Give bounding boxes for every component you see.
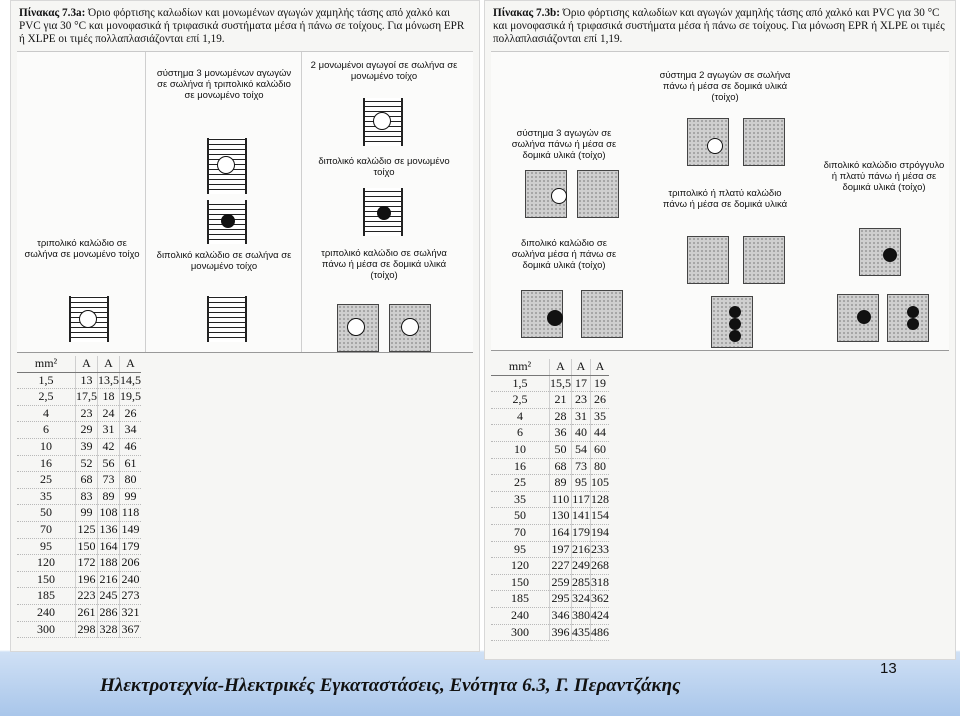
- cross-section-cell: 6: [491, 425, 550, 442]
- current-cell: 196: [76, 571, 98, 588]
- cross-section-cell: 95: [491, 541, 550, 558]
- installation-diagrams: [17, 51, 473, 353]
- current-cell: 99: [120, 488, 142, 505]
- cross-section-cell: 16: [491, 458, 550, 475]
- table-row: [491, 441, 609, 458]
- current-cell: 285: [572, 574, 591, 591]
- current-cell: 108: [98, 505, 120, 522]
- cross-section-cell: 2,5: [491, 392, 550, 409]
- current-cell: 216: [98, 571, 120, 588]
- method-c3-label: τριπολικό καλώδιο σε σωλήνα πάνω ή μέσα σε δομικά υλικά (τοίχο): [321, 248, 447, 281]
- current-cell: 130: [550, 508, 572, 525]
- current-cell: 60: [591, 441, 610, 458]
- current-cell: 367: [120, 621, 142, 638]
- current-cell: 273: [120, 588, 142, 605]
- table-row: [17, 604, 141, 621]
- current-cell: 362: [591, 591, 610, 608]
- current-cell: 52: [76, 455, 98, 472]
- current-cell: 89: [550, 475, 572, 492]
- conduit-icon: [551, 188, 567, 204]
- current-cell: 35: [591, 408, 610, 425]
- table-row: [491, 624, 609, 641]
- table-caption: [19, 7, 471, 46]
- current-cell: 19,5: [120, 389, 142, 406]
- table-row: [17, 505, 141, 522]
- current-cell: 29: [76, 422, 98, 439]
- current-cell: 23: [572, 392, 591, 409]
- cross-section-cell: 120: [17, 555, 76, 572]
- method-b2-label: τριπολικό ή πλατύ καλώδιο πάνω ή μέσα σε δομικά υλικά: [662, 188, 788, 210]
- table-row: [17, 422, 141, 439]
- current-cell: 80: [591, 458, 610, 475]
- table-row: [491, 458, 609, 475]
- current-cell: 50: [550, 441, 572, 458]
- current-cell: 164: [550, 524, 572, 541]
- cross-section-cell: 70: [491, 524, 550, 541]
- current-cell: 26: [120, 405, 142, 422]
- current-cell: 286: [98, 604, 120, 621]
- current-cell: 17,5: [76, 389, 98, 406]
- cross-section-cell: 35: [491, 491, 550, 508]
- cross-section-cell: 1,5: [491, 375, 550, 392]
- current-cell: 268: [591, 558, 610, 575]
- table-caption: [493, 7, 947, 46]
- cross-section-cell: 185: [491, 591, 550, 608]
- cross-section-cell: 10: [17, 438, 76, 455]
- cross-section-cell: 150: [17, 571, 76, 588]
- current-cell: 240: [120, 571, 142, 588]
- current-cell: 21: [550, 392, 572, 409]
- cross-section-cell: 4: [491, 408, 550, 425]
- cross-section-cell: 16: [17, 455, 76, 472]
- current-cell: 149: [120, 521, 142, 538]
- current-cell: 125: [76, 521, 98, 538]
- header-current: A: [591, 359, 610, 375]
- current-cell: 188: [98, 555, 120, 572]
- cable-icon: [907, 306, 919, 318]
- header-current: A: [120, 356, 142, 372]
- current-cell: 298: [76, 621, 98, 638]
- cable-icon: [729, 306, 741, 318]
- current-cell: 46: [120, 438, 142, 455]
- current-cell: 486: [591, 624, 610, 641]
- current-cell: 31: [572, 408, 591, 425]
- conduit-icon: [347, 318, 365, 336]
- current-cell: 223: [76, 588, 98, 605]
- current-cell: 194: [591, 524, 610, 541]
- current-cell: 18: [98, 389, 120, 406]
- conduit-icon: [707, 138, 723, 154]
- current-cell: 245: [98, 588, 120, 605]
- cable-icon: [883, 248, 897, 262]
- current-cell: 15,5: [550, 375, 572, 392]
- current-cell: 136: [98, 521, 120, 538]
- table-row: [491, 607, 609, 624]
- masonry-block-diagram: [687, 236, 729, 284]
- method-a2-label: διπολικό καλώδιο σε σωλήνα μέσα ή πάνω σε δομικά υλικά (τοίχο): [511, 238, 617, 271]
- current-cell: 68: [550, 458, 572, 475]
- table-row: [491, 491, 609, 508]
- header-cross-section: mm²: [17, 356, 76, 372]
- cable-icon: [907, 318, 919, 330]
- table-row: [17, 389, 141, 406]
- masonry-block-diagram: [743, 118, 785, 166]
- current-cell: 54: [572, 441, 591, 458]
- current-cell: 17: [572, 375, 591, 392]
- table-row: [17, 405, 141, 422]
- cross-section-cell: 240: [491, 607, 550, 624]
- current-cell: 117: [572, 491, 591, 508]
- cable-icon: [857, 310, 871, 324]
- table-row: [17, 555, 141, 572]
- table-row: [17, 521, 141, 538]
- cross-section-cell: 150: [491, 574, 550, 591]
- table-row: [17, 438, 141, 455]
- cross-section-cell: 300: [17, 621, 76, 638]
- header-current: A: [98, 356, 120, 372]
- table-row: [491, 558, 609, 575]
- current-cell: 154: [591, 508, 610, 525]
- current-cell: 89: [98, 488, 120, 505]
- current-cell: 172: [76, 555, 98, 572]
- current-cell: 73: [98, 472, 120, 489]
- table-7-3a-panel: [10, 0, 480, 652]
- method-c1-label: διπολικό καλώδιο στρόγγυλο ή πλατύ πάνω ή μέσα σε δομικά υλικά (τοίχο): [823, 160, 945, 193]
- current-cell: 36: [550, 425, 572, 442]
- current-cell: 42: [98, 438, 120, 455]
- current-cell: 40: [572, 425, 591, 442]
- current-cell: 95: [572, 475, 591, 492]
- current-cell: 164: [98, 538, 120, 555]
- cross-section-cell: 240: [17, 604, 76, 621]
- table-row: [491, 375, 609, 392]
- current-cell: 424: [591, 607, 610, 624]
- table-row: [491, 524, 609, 541]
- current-cell: 328: [98, 621, 120, 638]
- table-header-row: [491, 359, 609, 375]
- table-row: [17, 472, 141, 489]
- cable-icon: [377, 206, 391, 220]
- method-c1-label: 2 μονωμένοι αγωγοί σε σωλήνα σε μονωμένο τοίχο: [310, 60, 458, 82]
- method-a1-label: σύστημα 3 αγωγών σε σωλήνα πάνω ή μέσα σε δομικά υλικά (τοίχο): [511, 128, 617, 161]
- current-cell: 295: [550, 591, 572, 608]
- cross-section-cell: 1,5: [17, 372, 76, 389]
- table-row: [17, 455, 141, 472]
- current-cell: 396: [550, 624, 572, 641]
- caption-text: Όριο φόρτισης καλωδίων και αγωγών χαμηλής τάσης από χαλκό και PVC για 30 °C και μονοφασικά ή τριφασικά συστήματα μέσα ή πάνω σε τοίχους. Για μόνωση EPR ή XLPE οι τιμές πολλαπλασιάζονται επί 1,19.: [493, 7, 945, 45]
- cross-section-cell: 10: [491, 441, 550, 458]
- table-row: [17, 372, 141, 389]
- table-row: [491, 574, 609, 591]
- insulated-wall-diagram: [207, 296, 247, 342]
- current-cell: 206: [120, 555, 142, 572]
- current-cell: 141: [572, 508, 591, 525]
- table-row: [491, 425, 609, 442]
- current-cell: 197: [550, 541, 572, 558]
- current-cell: 80: [120, 472, 142, 489]
- table-row: [491, 475, 609, 492]
- cross-section-cell: 300: [491, 624, 550, 641]
- current-cell: 73: [572, 458, 591, 475]
- cross-section-cell: 25: [491, 475, 550, 492]
- table-row: [491, 408, 609, 425]
- current-cell: 128: [591, 491, 610, 508]
- masonry-block-diagram: [577, 170, 619, 218]
- current-cell: 28: [550, 408, 572, 425]
- current-cell: 83: [76, 488, 98, 505]
- method-a1-label: τριπολικό καλώδιο σε σωλήνα σε μονωμένο τοίχο: [24, 238, 140, 260]
- ampacity-table-right: [491, 359, 609, 641]
- current-cell: 56: [98, 455, 120, 472]
- table-row: [17, 621, 141, 638]
- cross-section-cell: 50: [17, 505, 76, 522]
- method-b1-label: σύστημα 3 μονωμένων αγωγών σε σωλήνα ή τριπολικό καλώδιο σε μονωμένο τοίχο: [156, 68, 292, 101]
- ampacity-table-left: [17, 356, 141, 638]
- current-cell: 324: [572, 591, 591, 608]
- conduit-icon: [401, 318, 419, 336]
- method-c2-label: διπολικό καλώδιο σε μονωμένο τοίχο: [318, 156, 450, 178]
- current-cell: 34: [120, 422, 142, 439]
- current-cell: 321: [120, 604, 142, 621]
- current-cell: 19: [591, 375, 610, 392]
- current-cell: 227: [550, 558, 572, 575]
- current-cell: 23: [76, 405, 98, 422]
- cable-icon: [729, 318, 741, 330]
- installation-diagrams: [491, 51, 949, 351]
- table-row: [17, 588, 141, 605]
- current-cell: 118: [120, 505, 142, 522]
- caption-text: Όριο φόρτισης καλωδίων και μονωμένων αγωγών χαμηλής τάσης από χαλκό και PVC για 30 °C και μονοφασικά ή τριφασικά συστήματα μέσα ή πάνω σε τοίχους. Για μόνωση EPR ή XLPE οι τιμές πολλαπλασιάζονται επί 1,19.: [19, 7, 465, 45]
- current-cell: 44: [591, 425, 610, 442]
- masonry-block-diagram: [743, 236, 785, 284]
- current-cell: 13,5: [98, 372, 120, 389]
- current-cell: 26: [591, 392, 610, 409]
- current-cell: 259: [550, 574, 572, 591]
- page-number: 13: [880, 660, 897, 677]
- current-cell: 31: [98, 422, 120, 439]
- column-divider: [145, 52, 146, 352]
- current-cell: 150: [76, 538, 98, 555]
- current-cell: 24: [98, 405, 120, 422]
- table-header-row: [17, 356, 141, 372]
- cross-section-cell: 4: [17, 405, 76, 422]
- conduit-icon: [217, 156, 235, 174]
- table-row: [491, 508, 609, 525]
- cross-section-cell: 2,5: [17, 389, 76, 406]
- cable-icon: [221, 214, 235, 228]
- table-row: [17, 488, 141, 505]
- current-cell: 318: [591, 574, 610, 591]
- table-row: [491, 541, 609, 558]
- table-row: [491, 591, 609, 608]
- current-cell: 99: [76, 505, 98, 522]
- header-current: A: [76, 356, 98, 372]
- current-cell: 216: [572, 541, 591, 558]
- column-divider: [301, 52, 302, 352]
- cross-section-cell: 25: [17, 472, 76, 489]
- current-cell: 179: [572, 524, 591, 541]
- table-row: [17, 538, 141, 555]
- cable-icon: [729, 330, 741, 342]
- masonry-block-diagram: [887, 294, 929, 342]
- masonry-block-diagram: [581, 290, 623, 338]
- current-cell: 14,5: [120, 372, 142, 389]
- cross-section-cell: 185: [17, 588, 76, 605]
- current-cell: 105: [591, 475, 610, 492]
- current-cell: 261: [76, 604, 98, 621]
- header-current: A: [550, 359, 572, 375]
- cross-section-cell: 95: [17, 538, 76, 555]
- table-row: [491, 392, 609, 409]
- method-b1-label: σύστημα 2 αγωγών σε σωλήνα πάνω ή μέσα σε δομικά υλικά (τοίχο): [659, 70, 791, 103]
- cross-section-cell: 6: [17, 422, 76, 439]
- current-cell: 110: [550, 491, 572, 508]
- current-cell: 13: [76, 372, 98, 389]
- current-cell: 435: [572, 624, 591, 641]
- cross-section-cell: 120: [491, 558, 550, 575]
- current-cell: 233: [591, 541, 610, 558]
- current-cell: 61: [120, 455, 142, 472]
- conduit-icon: [79, 310, 97, 328]
- caption-label: Πίνακας 7.3a:: [19, 7, 86, 19]
- cable-icon: [547, 310, 563, 326]
- cross-section-cell: 50: [491, 508, 550, 525]
- caption-label: Πίνακας 7.3b:: [493, 7, 560, 19]
- cross-section-cell: 35: [17, 488, 76, 505]
- current-cell: 380: [572, 607, 591, 624]
- current-cell: 179: [120, 538, 142, 555]
- method-b2-label: διπολικό καλώδιο σε σωλήνα σε μονωμένο τοίχο: [156, 250, 292, 272]
- table-row: [17, 571, 141, 588]
- cross-section-cell: 70: [17, 521, 76, 538]
- header-cross-section: mm²: [491, 359, 550, 375]
- current-cell: 249: [572, 558, 591, 575]
- conduit-icon: [373, 112, 391, 130]
- current-cell: 346: [550, 607, 572, 624]
- table-7-3b-panel: [484, 0, 956, 660]
- current-cell: 68: [76, 472, 98, 489]
- header-current: A: [572, 359, 591, 375]
- slide-footer: Ηλεκτροτεχνία-Ηλεκτρικές Εγκαταστάσεις, Ενότητα 6.3, Γ. Περαντζάκης: [100, 675, 681, 696]
- current-cell: 39: [76, 438, 98, 455]
